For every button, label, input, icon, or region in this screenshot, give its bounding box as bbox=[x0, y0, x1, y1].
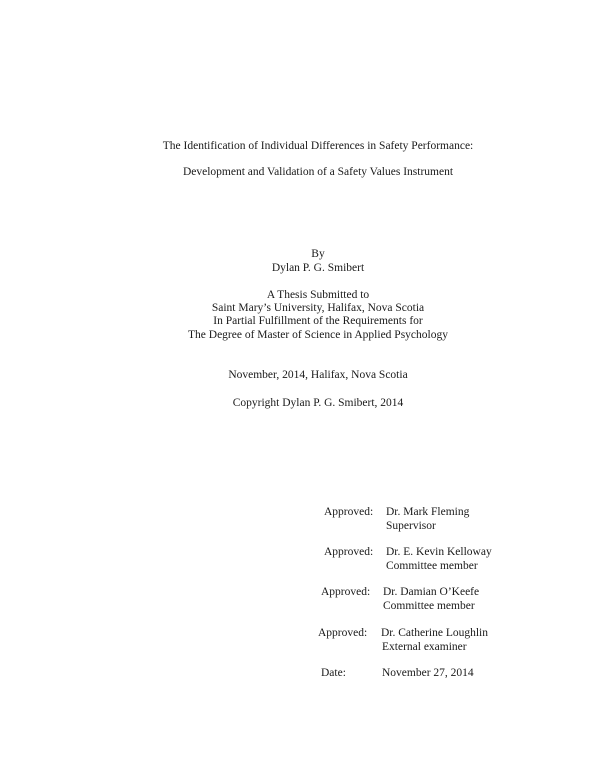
date-place: November, 2014, Halifax, Nova Scotia bbox=[228, 369, 408, 381]
approver-name: Dr. Damian O’Keefe bbox=[383, 586, 480, 598]
approver-name: Dr. Mark Fleming bbox=[386, 506, 470, 518]
approval-date: November 27, 2014 bbox=[382, 667, 474, 679]
submission-line-4: The Degree of Master of Science in Applied Psychology bbox=[188, 329, 448, 341]
date-label: Date: bbox=[321, 667, 346, 679]
approver-role: External examiner bbox=[382, 641, 467, 653]
approver-role: Committee member bbox=[386, 560, 478, 572]
submission-line-3: In Partial Fulfillment of the Requirements for bbox=[213, 315, 423, 327]
by-label: By bbox=[311, 248, 325, 260]
approver-role: Supervisor bbox=[386, 520, 436, 532]
thesis-title-line-1: The Identification of Individual Differences in Safety Performance: bbox=[162, 140, 474, 152]
approver-name: Dr. Catherine Loughlin bbox=[381, 627, 488, 639]
approver-name: Dr. E. Kevin Kelloway bbox=[386, 546, 492, 558]
copyright: Copyright Dylan P. G. Smibert, 2014 bbox=[232, 397, 404, 409]
author-name: Dylan P. G. Smibert bbox=[271, 262, 365, 274]
approval-label: Approved: bbox=[324, 506, 374, 518]
approval-label: Approved: bbox=[321, 586, 371, 598]
thesis-title-line-2: Development and Validation of a Safety Values Instrument bbox=[182, 166, 454, 178]
submission-line-1: A Thesis Submitted to bbox=[266, 289, 370, 301]
submission-line-2: Saint Mary’s University, Halifax, Nova Scotia bbox=[211, 302, 425, 314]
approval-label: Approved: bbox=[318, 627, 368, 639]
approver-role: Committee member bbox=[383, 600, 475, 612]
approval-label: Approved: bbox=[324, 546, 374, 558]
